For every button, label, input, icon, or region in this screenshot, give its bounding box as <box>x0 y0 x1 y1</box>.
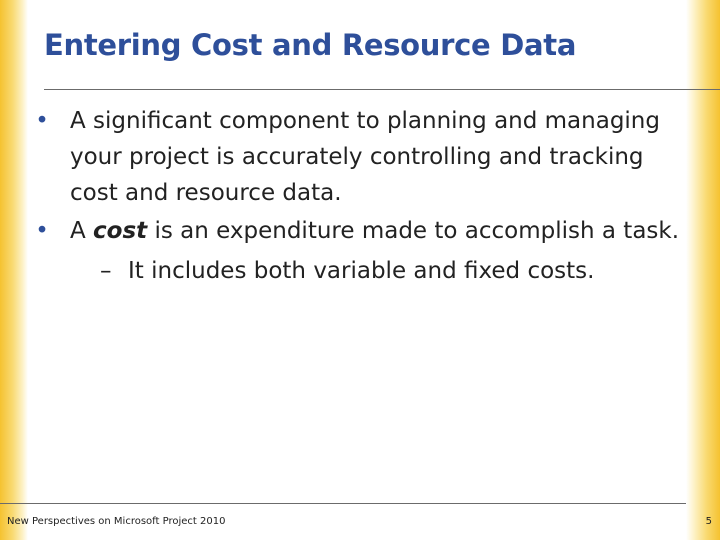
slide-content <box>28 103 693 289</box>
bullet-item <box>28 213 693 249</box>
sub-bullet-item <box>28 253 693 289</box>
bullet-item <box>28 103 693 211</box>
bullet-marker: • <box>35 218 49 244</box>
footer-text: New Perspectives on Microsoft Project 2010 <box>7 516 226 527</box>
sub-bullet-marker: – <box>100 258 112 284</box>
page-number: 5 <box>705 516 712 527</box>
title-divider <box>44 89 720 90</box>
slide-title: Entering Cost and Resource Data <box>44 28 577 62</box>
sub-bullet-text: It includes both variable and fixed costs. <box>128 258 595 284</box>
bullet-text-after: is an expenditure made to accomplish a task. <box>147 218 680 244</box>
bullet-text: A significant component to planning and managing your project is accurately controlling and tracking cost and resource data. <box>70 108 660 206</box>
footer-divider <box>0 503 686 504</box>
bullet-emphasis: cost <box>93 218 148 244</box>
bullet-text-before: A <box>70 218 94 244</box>
left-decorative-band <box>0 0 28 540</box>
bullet-marker: • <box>35 108 49 134</box>
